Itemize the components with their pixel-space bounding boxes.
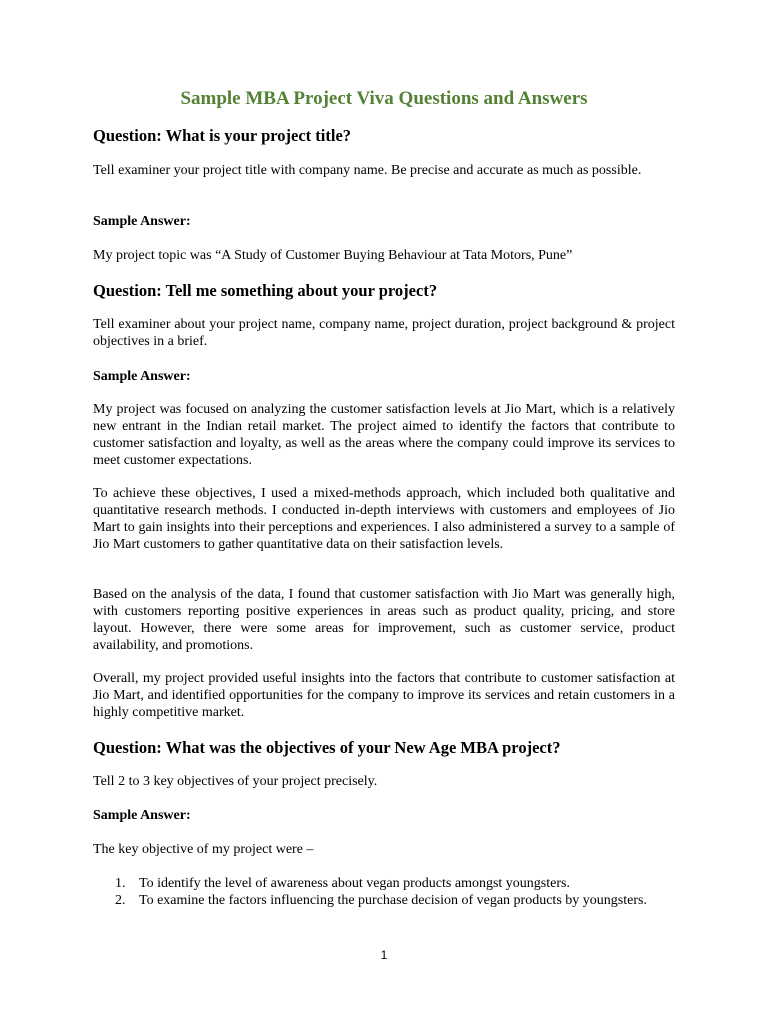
sample-answer-label: Sample Answer:	[93, 214, 191, 229]
answer-paragraph: My project topic was “A Study of Customer Buying Behaviour at Tata Motors, Pune”	[93, 248, 573, 263]
answer-intro: The key objective of my project were –	[93, 842, 314, 857]
objective-item	[93, 892, 675, 909]
objective-text: To identify the level of awareness about vegan products amongst youngsters.	[139, 876, 570, 891]
instruction-text-about-project: Tell examiner about your project name, company name, project duration, project background & project objectives in a brief.	[93, 317, 675, 349]
answer-paragraph: My project was focused on analyzing the customer satisfaction levels at Jio Mart, which is a relatively new entrant in the Indian retail market. The project aimed to identify the factors that contribute to customer satisfaction and loyalty, as well as the areas where the company could improve its services to meet customer expectations.	[93, 402, 675, 468]
question-heading-about-project: Question: Tell me something about your project?	[93, 281, 438, 300]
objective-number: 1.	[115, 876, 126, 891]
question-heading-objectives: Question: What was the objectives of your New Age MBA project?	[93, 738, 561, 757]
document-title: Sample MBA Project Viva Questions and Answers	[180, 88, 588, 109]
instruction-text-project-title: Tell examiner your project title with company name. Be precise and accurate as much as possible.	[93, 163, 642, 178]
question-heading-project-title: Question: What is your project title?	[93, 126, 352, 145]
objectives-list	[93, 875, 675, 909]
answer-paragraph: To achieve these objectives, I used a mixed-methods approach, which included both qualitative and quantitative research methods. I conducted in-depth interviews with customers and employees of Jio Mart to gain insights into their perceptions and experiences. I also administered a survey to a sample of Jio Mart customers to gather quantitative data on their satisfaction levels.	[93, 486, 675, 552]
objective-item	[93, 875, 675, 892]
objective-text: To examine the factors influencing the purchase decision of vegan products by youngsters.	[139, 893, 647, 908]
sample-answer-label: Sample Answer:	[93, 808, 191, 823]
page-number: 1	[380, 948, 388, 962]
answer-paragraph: Overall, my project provided useful insights into the factors that contribute to customer satisfaction at Jio Mart, and identified opportunities for the company to improve its services and retain customers in a highly competitive market.	[93, 671, 675, 720]
sample-answer-label: Sample Answer:	[93, 369, 191, 384]
objective-number: 2.	[115, 893, 126, 908]
document-page	[93, 0, 675, 1024]
answer-paragraph: Based on the analysis of the data, I found that customer satisfaction with Jio Mart was generally high, with customers reporting positive experiences in areas such as product quality, pricing, and store layout. However, there were some areas for improvement, such as customer service, product availability, and promotions.	[93, 587, 675, 653]
instruction-text-objectives: Tell 2 to 3 key objectives of your project precisely.	[93, 774, 378, 789]
